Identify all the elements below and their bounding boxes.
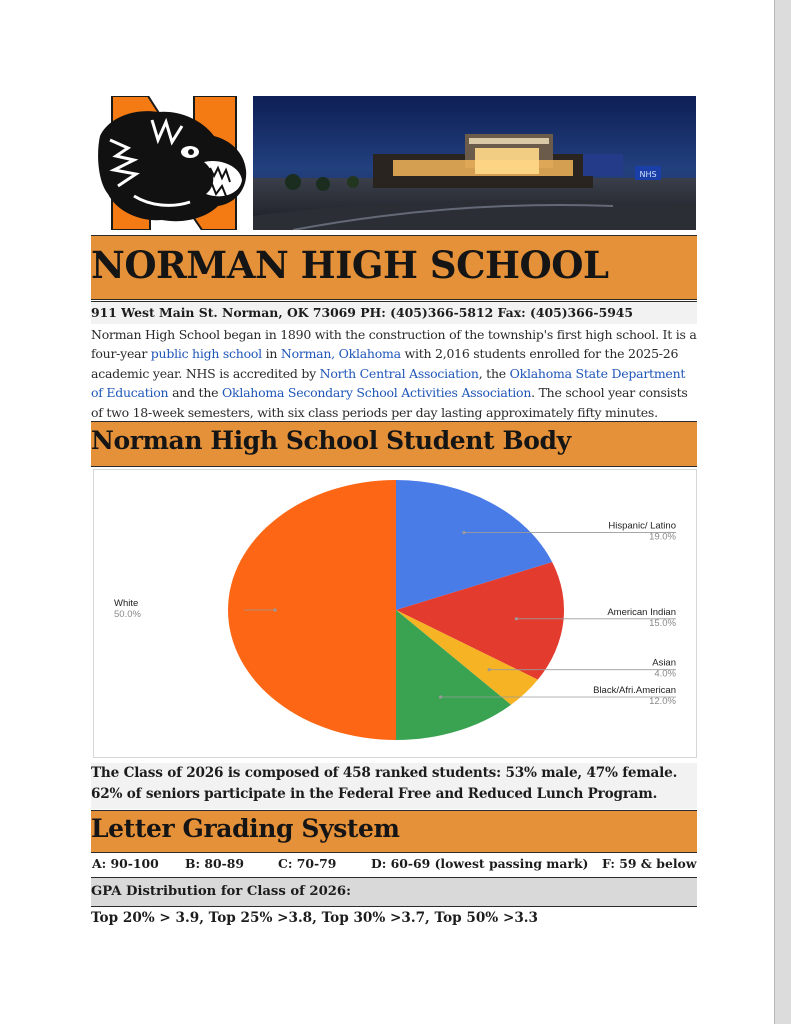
- class-summary: The Class of 2026 is composed of 458 ranked students: 53% male, 47% female. 62% of seniors participate in the Federal Free and Reduced Lunch Program.: [91, 763, 697, 809]
- pie-value-4: 50.0%: [114, 609, 141, 620]
- intro-text-1: Norman High School began in 1890 with the construction of the township's first high school. It is a four-year: [91, 327, 697, 362]
- pie-label-4: White: [114, 598, 139, 609]
- pie-value-0: 19.0%: [649, 531, 676, 543]
- link-public-high-school[interactable]: public high school: [150, 346, 262, 362]
- link-ossaa[interactable]: Oklahoma Secondary School Activities Association: [222, 385, 532, 401]
- school-title-band: [91, 235, 697, 300]
- pie-leader-dot-2: [488, 668, 491, 671]
- intro-text-5: and the: [168, 385, 223, 401]
- pie-label-2: Asian: [652, 657, 676, 669]
- pie-label-1: American Indian: [607, 606, 676, 618]
- grade-f: F: 59 & below: [602, 856, 697, 871]
- grade-c: C: 70-79: [278, 856, 337, 871]
- tiger-n-logo: [94, 96, 250, 230]
- grade-scale: [91, 853, 697, 875]
- photo-sign-text: NHS: [639, 170, 657, 179]
- link-north-central-association[interactable]: North Central Association: [319, 365, 479, 381]
- student-body-band: [91, 421, 697, 467]
- link-oklahoma-state-dept-education[interactable]: Oklahoma State Department of Education: [91, 365, 686, 401]
- page-edge-line: [774, 0, 775, 1024]
- pie-value-2: 4.0%: [654, 668, 676, 680]
- pie-chart-svg: [94, 470, 696, 757]
- pie-label-0: Hispanic/ Latino: [608, 520, 676, 532]
- pie-leader-dot-3: [439, 695, 442, 698]
- grade-b: B: 80-89: [185, 856, 244, 871]
- student-body-chart: [93, 469, 697, 758]
- gpa-heading: GPA Distribution for Class of 2026:: [91, 877, 697, 907]
- pie-value-3: 12.0%: [649, 696, 676, 708]
- school-building-photo: [253, 96, 696, 230]
- intro-text-2: in: [261, 346, 281, 362]
- grading-band: [91, 810, 697, 853]
- pie-label-3: Black/Afri.American: [593, 685, 676, 697]
- pie-leader-dot-4: [273, 608, 276, 611]
- school-title: NORMAN HIGH SCHOOL: [91, 243, 609, 287]
- address-line: 911 West Main St. Norman, OK 73069 PH: (405)366-5812 Fax: (405)366-5945: [91, 301, 697, 324]
- gpa-distribution: Top 20% > 3.9, Top 25% >3.8, Top 30% >3.7, Top 50% >3.3: [91, 910, 538, 926]
- grading-heading: Letter Grading System: [91, 814, 400, 843]
- intro-text-3: with 2,016 students enrolled for the 2025-26 academic year. NHS is accredited by: [91, 346, 679, 381]
- pie-value-1: 15.0%: [649, 617, 676, 629]
- grade-d: D: 60-69 (lowest passing mark): [371, 856, 589, 871]
- link-norman-oklahoma[interactable]: Norman, Oklahoma: [280, 346, 401, 362]
- intro-text-4: , the: [478, 365, 510, 381]
- student-body-heading: Norman High School Student Body: [91, 426, 571, 455]
- pie-leader-dot-0: [462, 531, 465, 534]
- intro-text-6: . The school year consists of two 18-week semesters, with six class periods per day lasting approximately fifty minutes.: [91, 385, 688, 420]
- page-edge: [775, 0, 791, 1024]
- pie-leader-dot-1: [515, 617, 518, 620]
- intro-paragraph: [91, 325, 697, 422]
- grade-a: A: 90-100: [92, 856, 159, 871]
